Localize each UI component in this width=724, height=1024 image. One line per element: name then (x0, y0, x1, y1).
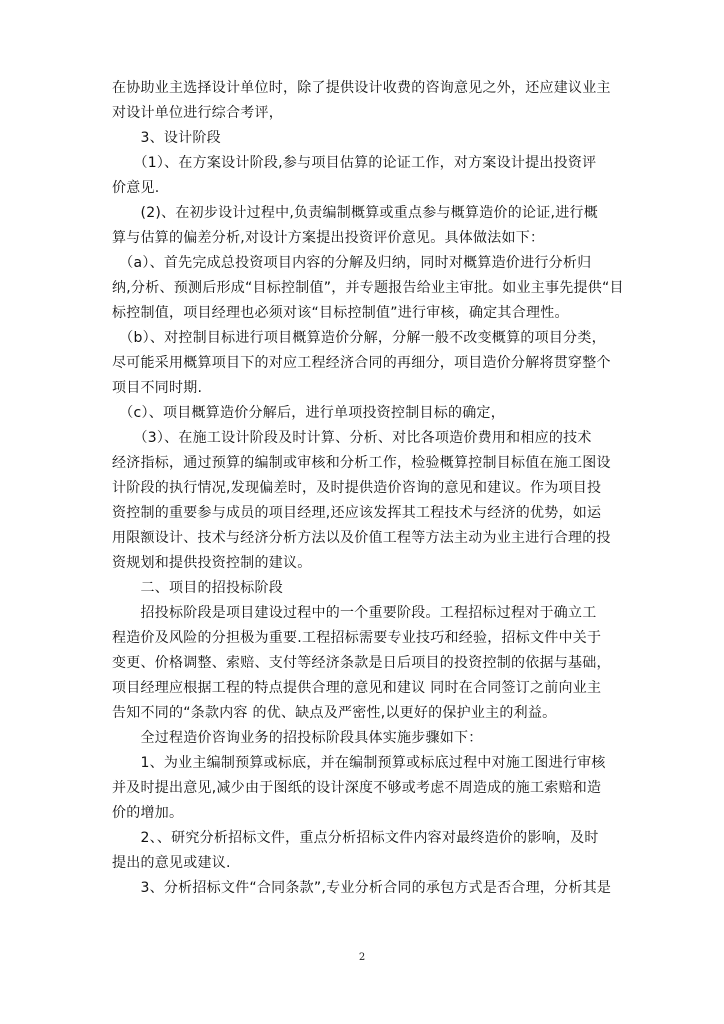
paragraph-line: 算与估算的偏差分析,对设计方案提出投资评价意见。具体做法如下： (112, 230, 545, 246)
paragraph-line: 3、分析招标文件“合同条款”,专业分析合同的承包方式是否合理，分析其是 (112, 880, 612, 896)
paragraph-line: （c）、项目概算造价分解后，进行单项投资控制目标的确定， (112, 405, 505, 421)
paragraph-line: 2、、研究分析招标文件，重点分析招标文件内容对最终造价的影响，及时 (112, 830, 599, 846)
paragraph-line: 尽可能采用概算项目下的对应工程经济合同的再细分，项目造价分解将贯穿整个 (112, 355, 611, 371)
paragraph-line: 项目不同时期. (112, 380, 203, 396)
paragraph-line: 用限额设计、技术与经济分析方法以及价值工程等方法主动为业主进行合理的投 (112, 530, 611, 546)
paragraph-line: 变更、价格调整、索赔、支付等经济条款是日后项目的投资控制的依据与基础， (112, 655, 611, 671)
paragraph-line: 价意见. (112, 180, 160, 196)
paragraph-line: （3）、在施工设计阶段及时计算、分析、对比各项造价费用和相应的技术 (112, 430, 592, 446)
section-heading: 3、设计阶段 (112, 130, 221, 146)
paragraph-line: （b）、对控制目标进行项目概算造价分解，分解一般不改变概算的项目分类， (112, 330, 606, 346)
paragraph-line: 资规划和提供投资控制的建议。 (112, 555, 312, 571)
paragraph-line: 对设计单位进行综合考评， (112, 105, 283, 121)
paragraph-line: 程造价及风险的分担极为重要.工程招标需要专业技巧和经验，招标文件中关于 (112, 630, 602, 646)
paragraph-line: 经济指标，通过预算的编制或审核和分析工作，检验概算控制目标值在施工图设 (112, 455, 611, 471)
paragraph-line: （1）、在方案设计阶段,参与项目估算的论证工作，对方案设计提出投资评 (112, 155, 597, 171)
paragraph-line: 价的增加。 (112, 805, 184, 821)
paragraph-line: 标控制值，项目经理也必须对该“目标控制值”进行审核，确定其合理性。 (112, 305, 569, 321)
paragraph-line: 告知不同的“条款内容 的优、缺点及严密性,以更好的保护业主的利益。 (112, 705, 557, 721)
paragraph-line: 1、为业主编制预算或标底，并在编制预算或标底过程中对施工图进行审核 (112, 755, 606, 771)
paragraph-line: 并及时提出意见,减少由于图纸的设计深度不够或考虑不周造成的施工索赔和造 (112, 780, 602, 796)
paragraph-line: 在协助业主选择设计单位时，除了提供设计收费的咨询意见之外，还应建议业主 (112, 80, 611, 96)
paragraph-line: 全过程造价咨询业务的招投标阶段具体实施步骤如下： (112, 730, 483, 746)
paragraph-line: 计阶段的执行情况,发现偏差时，及时提供造价咨询的意见和建议。作为项目投 (112, 480, 602, 496)
paragraph-line: 项目经理应根据工程的特点提供合理的意见和建议 同时在合同签订之前向业主 (112, 680, 602, 696)
paragraph-line: 资控制的重要参与成员的项目经理,还应该发挥其工程技术与经济的优势，如运 (112, 505, 602, 521)
paragraph-line: 纳,分析、预测后形成“目标控制值”，并专题报告给业主审批。如业主事先提供“目 (112, 280, 624, 296)
paragraph-line: （a）、首先完成总投资项目内容的分解及归纳，同时对概算造价进行分析归 (112, 255, 592, 271)
section-heading: 二、项目的招投标阶段 (112, 580, 283, 596)
page-number: 2 (358, 952, 366, 963)
paragraph-line: (2)、在初步设计过程中,负责编制概算或重点参与概算造价的论证,进行概 (112, 205, 598, 221)
paragraph-line: 招投标阶段是项目建设过程中的一个重要阶段。工程招标过程对于确立工 (112, 605, 597, 621)
paragraph-line: 提出的意见或建议. (112, 855, 231, 871)
